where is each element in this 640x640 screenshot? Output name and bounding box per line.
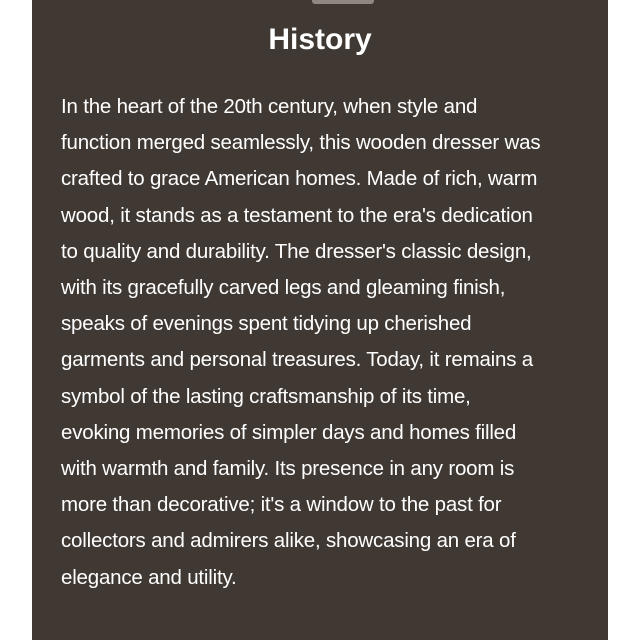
history-line: In the heart of the 20th century, when style and <box>61 95 478 118</box>
history-line: elegance and utility. <box>61 565 237 589</box>
history-line: crafted to grace American homes. Made of rich, warm <box>61 167 538 191</box>
history-sheet <box>32 0 608 640</box>
drag-handle[interactable] <box>312 0 374 4</box>
history-body <box>61 89 581 596</box>
history-line: wood, it stands as a testament to the era's dedication <box>61 203 533 227</box>
history-line: garments and personal treasures. Today, it remains a <box>61 348 533 372</box>
history-line: symbol of the lasting craftsmanship of its time, <box>61 384 471 408</box>
history-line: collectors and admirers alike, showcasing an era of <box>61 529 516 553</box>
history-line: evoking memories of simpler days and homes filled <box>61 420 517 444</box>
history-line: with its gracefully carved legs and gleaming finish, <box>61 276 506 300</box>
history-line: with warmth and family. Its presence in any room is <box>61 457 515 481</box>
history-line: function merged seamlessly, this wooden dresser was <box>61 131 541 155</box>
history-line: more than decorative; it's a window to the past for <box>61 493 502 517</box>
history-line: to quality and durability. The dresser's classic design, <box>61 239 532 263</box>
history-line: speaks of evenings spent tidying up cherished <box>61 312 472 336</box>
history-title: History <box>268 23 372 56</box>
